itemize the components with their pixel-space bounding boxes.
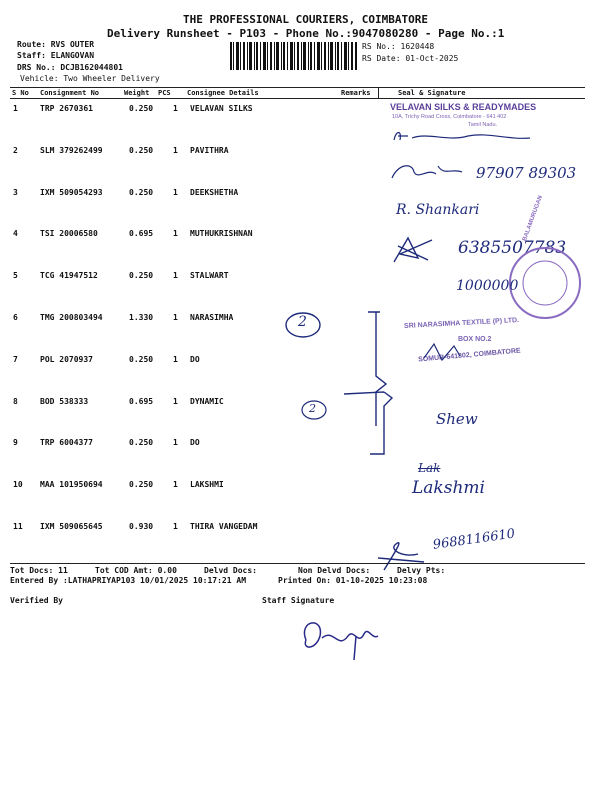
signature-row-4 [388, 232, 440, 268]
row-consignee-name: THIRA VANGEDAM [190, 522, 258, 531]
row-weight: 0.250 [129, 104, 154, 113]
row-pcs: 1 [173, 271, 178, 280]
staff-signature [294, 610, 394, 666]
row-sno: 11 [13, 522, 23, 531]
total-cod-amount: Tot COD Amt: 0.00 [95, 566, 177, 575]
circled-number-row-6: 2 [298, 314, 307, 330]
vehicle-label: Vehicle: Two Wheeler Delivery [20, 74, 160, 83]
row-consignment-no: TMG 200803494 [40, 313, 103, 322]
velavan-stamp-city: Tamil Nadu. [468, 122, 498, 128]
row-weight: 0.250 [129, 355, 154, 364]
row-weight: 0.250 [129, 146, 154, 155]
row-consignee-name: DYNAMIC [190, 397, 224, 406]
col-header-consignee: Consignee Details [187, 89, 259, 97]
row-consignee-name: LAKSHMI [190, 480, 224, 489]
narasimha-stamp-line-2: BOX NO.2 [458, 336, 492, 343]
staff-signature-text [300, 650, 303, 651]
row-weight: 0.930 [129, 522, 154, 531]
row-sno: 2 [13, 146, 18, 155]
rs-number: RS No.: 1620448 [362, 42, 435, 51]
staff-signature-label: Staff Signature [262, 596, 335, 605]
row-sno: 7 [13, 355, 18, 364]
row-consignee-name: VELAVAN SILKS [190, 104, 253, 113]
row-consignment-no: POL 2070937 [40, 355, 93, 364]
col-header-weight: Weight [124, 89, 150, 97]
handwritten-name-row-3: R. Shankari [396, 202, 480, 218]
row-sno: 1 [13, 104, 18, 113]
row-sno: 3 [13, 188, 18, 197]
row-pcs: 1 [173, 522, 178, 531]
row-consignment-no: BOD 538333 [40, 397, 89, 406]
non-delivered-docs: Non Delvd Docs: [298, 566, 371, 575]
row-consignee-name: DO [190, 438, 200, 447]
row-pcs: 1 [173, 229, 178, 238]
table-header-border [10, 98, 585, 99]
struck-text-row-10: Lak [418, 461, 441, 475]
staff-label: Staff: ELANGOVAN [17, 51, 95, 60]
rs-date: RS Date: 01-Oct-2025 [362, 54, 459, 63]
seal-column-divider [378, 87, 379, 99]
row-sno: 9 [13, 438, 18, 447]
table-bottom-border [10, 563, 585, 564]
row-consignee-name: MUTHUKRISHNAN [190, 229, 253, 238]
handwritten-name-row-10: Lakshmi [412, 478, 485, 498]
round-stamp-text: BALAMURUGAN [522, 194, 545, 243]
col-header-remarks: Remarks [341, 89, 371, 97]
document-subtitle: Delivery Runsheet - P103 - Phone No.:9047080280 - Page No.:1 [107, 27, 505, 40]
row-pcs: 1 [173, 188, 178, 197]
bracket-annotation [340, 306, 400, 456]
velavan-stamp-address: 10A, Trichy Road Cross, Coimbatore - 641 402 [392, 114, 507, 120]
row-weight: 0.250 [129, 480, 154, 489]
drs-number: DRS No.: DCJB162044801 [17, 63, 123, 72]
signature-row-1 [388, 126, 538, 148]
velavan-stamp-name: VELAVAN SILKS & READYMADES [390, 102, 537, 112]
handwritten-phone-row-11: 9688116610 [432, 526, 517, 553]
circled-number-row-8: 2 [309, 402, 316, 415]
signature-row-2 [388, 158, 468, 184]
row-pcs: 1 [173, 438, 178, 447]
row-sno: 8 [13, 397, 18, 406]
handwritten-phone-row-2: 97907 89303 [476, 164, 577, 182]
row-consignee-name: DEEKSHETHA [190, 188, 239, 197]
row-consignee-name: DO [190, 355, 200, 364]
handwritten-sign-row-9: Shew [436, 410, 478, 428]
row-pcs: 1 [173, 397, 178, 406]
handwritten-number-row-5: 1000000 [456, 278, 519, 294]
signature-row-6-7 [420, 338, 464, 364]
document-title: THE PROFESSIONAL COURIERS, COIMBATORE [183, 13, 429, 26]
row-pcs: 1 [173, 480, 178, 489]
row-pcs: 1 [173, 146, 178, 155]
row-consignment-no: TRP 2670361 [40, 104, 93, 113]
table-top-border [10, 87, 585, 88]
row-consignee-name: STALWART [190, 271, 229, 280]
narasimha-stamp-line-3: SOMUR-641802, COIMBATORE [417, 347, 521, 364]
row-weight: 0.250 [129, 271, 154, 280]
row-sno: 5 [13, 271, 18, 280]
row-consignee-name: PAVITHRA [190, 146, 229, 155]
row-consignment-no: TSI 20006580 [40, 229, 98, 238]
total-docs: Tot Docs: 11 [10, 566, 68, 575]
printed-on: Printed On: 01-10-2025 10:23:08 [278, 576, 428, 585]
row-weight: 1.330 [129, 313, 154, 322]
handwritten-phone-row-4: 6385507783 [458, 238, 567, 258]
col-header-sno: S No [12, 89, 29, 97]
row-sno: 4 [13, 229, 18, 238]
col-header-pcs: PCS [158, 89, 171, 97]
entered-by: Entered By :LATHAPRIYAP103 10/01/2025 10:17:21 AM [10, 576, 247, 585]
row-weight: 0.695 [129, 229, 154, 238]
delivery-points: Delvy Pts: [397, 566, 446, 575]
row-weight: 0.250 [129, 188, 154, 197]
row-sno: 10 [13, 480, 23, 489]
delivered-docs: Delvd Docs: [204, 566, 257, 575]
col-header-consignment: Consignment No [40, 89, 100, 97]
row-consignment-no: IXM 509054293 [40, 188, 103, 197]
row-consignment-no: TRP 6004377 [40, 438, 93, 447]
row-consignment-no: MAA 101950694 [40, 480, 103, 489]
verified-by-label: Verified By [10, 596, 63, 605]
barcode [230, 42, 358, 70]
col-header-seal: Seal & Signature [398, 89, 466, 97]
row-consignment-no: IXM 509065645 [40, 522, 103, 531]
row-pcs: 1 [173, 313, 178, 322]
row-consignee-name: NARASIMHA [190, 313, 234, 322]
row-consignment-no: TCG 41947512 [40, 271, 98, 280]
row-sno: 6 [13, 313, 18, 322]
narasimha-stamp-line-1: SRI NARASIMHA TEXTILE (P) LTD. [403, 316, 520, 331]
row-weight: 0.250 [129, 438, 154, 447]
route-label: Route: RVS OUTER [17, 40, 95, 49]
row-pcs: 1 [173, 104, 178, 113]
row-weight: 0.695 [129, 397, 154, 406]
row-pcs: 1 [173, 355, 178, 364]
row-consignment-no: SLM 379262499 [40, 146, 103, 155]
